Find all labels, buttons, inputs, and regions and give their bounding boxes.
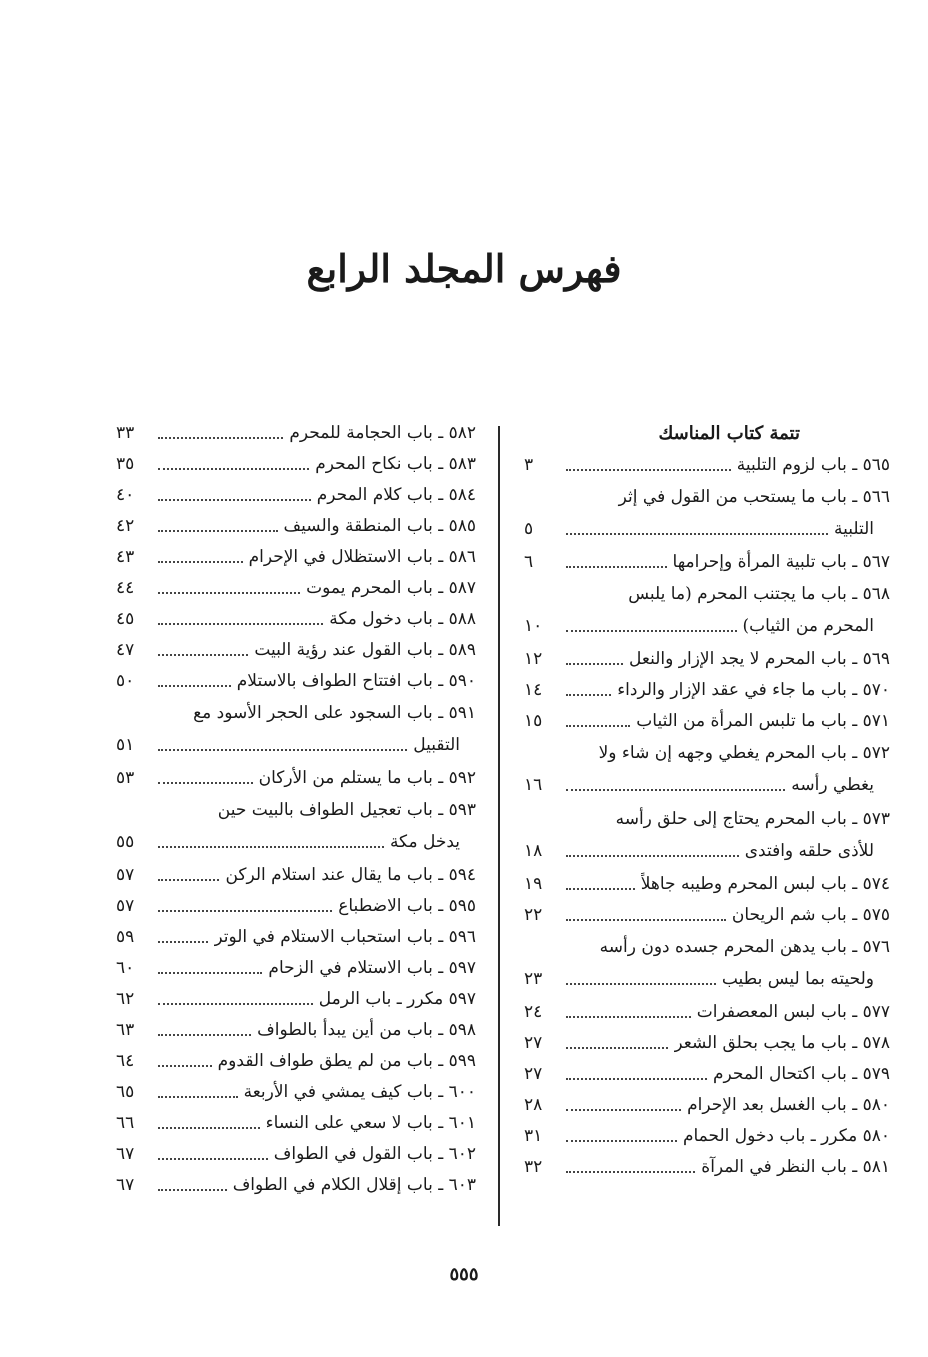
toc-entry (116, 891, 476, 922)
dot-leader (158, 1095, 238, 1098)
dot-leader (158, 498, 311, 501)
toc-entry-title: ٥٨٣ ـ باب نكاح المحرم (315, 454, 476, 474)
toc-entry-title: ٦٠٣ ـ باب إقلال الكلام في الطواف (232, 1175, 476, 1195)
toc-entry-title-continued: يدخل مكة (389, 832, 460, 852)
toc-entry-page: ٣٣ (116, 423, 135, 443)
toc-entry (116, 635, 476, 666)
dot-leader (566, 629, 737, 632)
toc-entry-title: ٥٧٧ ـ باب لبس المعصفرات (696, 1002, 890, 1022)
toc-entry-title: ٥٧٦ ـ باب يدهن المحرم جسده دون رأسه (599, 937, 890, 957)
toc-entry-page: ٤٥ (116, 609, 135, 629)
toc-entry-page: ٢٤ (524, 1002, 543, 1022)
toc-entry-page: ٢٨ (524, 1095, 543, 1115)
page-number: ٥٥٥ (449, 1264, 479, 1285)
dot-leader (158, 971, 262, 974)
toc-entry-page: ٦٠ (116, 958, 135, 978)
toc-entry-title: ٦٠٠ ـ باب كيف يمشي في الأربعة (243, 1082, 476, 1102)
toc-entry-page: ٤٣ (116, 547, 135, 567)
dot-leader (158, 529, 278, 532)
dot-leader (158, 684, 231, 687)
toc-entry-title: ٥٧١ ـ باب ما تلبس المرأة من الثياب (636, 711, 890, 731)
toc-entry (116, 1108, 476, 1139)
toc-column-left (116, 418, 476, 1201)
toc-entry (116, 794, 476, 860)
toc-entry-title: ٥٦٩ ـ باب المحرم لا يجد الإزار والنعل (629, 649, 890, 669)
dot-leader (158, 940, 208, 943)
toc-entry-page: ٣٥ (116, 454, 135, 474)
toc-entry-title: ٥٧٠ ـ باب ما جاء في عقد الإزار والرداء (617, 680, 890, 700)
toc-entry (116, 860, 476, 891)
dot-leader (566, 532, 828, 535)
toc-entry (524, 1028, 890, 1059)
toc-entry-page: ١٨ (524, 841, 543, 861)
toc-entry-page: ٥٧ (116, 865, 135, 885)
dot-leader (158, 560, 243, 563)
toc-entry-title: ٥٨٠ ـ باب الغسل بعد الإحرام (687, 1095, 890, 1115)
dot-leader (158, 467, 309, 470)
toc-entry-title: ٥٩٧ ـ باب الاستلام في الزحام (268, 958, 476, 978)
dot-leader (566, 662, 623, 665)
toc-entry-title: ٥٨٩ ـ باب القول عند رؤية البيت (254, 640, 476, 660)
toc-column-right (524, 418, 890, 1183)
toc-entry-title: ٥٩٤ ـ باب ما يقال عند استلام الركن (225, 865, 476, 885)
toc-entry (524, 869, 890, 900)
dot-leader (158, 653, 248, 656)
toc-entry-page: ١٠ (524, 616, 543, 636)
toc-entry-title: ٥٧٥ ـ باب شم الريحان (731, 905, 890, 925)
toc-entry (524, 1152, 890, 1183)
dot-leader (158, 1002, 313, 1005)
section-heading: تتمة كتاب المناسك (658, 423, 800, 444)
toc-entry-title: ٥٨٨ ـ باب دخول مكة (329, 609, 476, 629)
page-title: فهرس المجلد الرابع (306, 246, 622, 291)
toc-entry (524, 900, 890, 931)
toc-entry (524, 737, 890, 803)
dot-leader (566, 982, 716, 985)
toc-entry-page: ٦٦ (116, 1113, 135, 1133)
toc-entry (524, 481, 890, 547)
dot-leader (158, 781, 253, 784)
toc-entry-title: ٥٦٦ ـ باب ما يستحب من القول في إثر (618, 487, 890, 507)
toc-entry-title: ٥٩٧ مكرر ـ باب الرمل (318, 989, 476, 1009)
dot-leader (566, 1015, 691, 1018)
toc-entry-page: ٦٥ (116, 1082, 135, 1102)
toc-entry-page: ١٦ (524, 775, 543, 795)
toc-entry-title: ٥٧٨ ـ باب ما يجب بحلق الشعر (674, 1033, 890, 1053)
toc-entry-page: ٥٣ (116, 768, 135, 788)
toc-entry-title: ٥٦٧ ـ باب تلبية المرأة وإحرامها (672, 552, 890, 572)
toc-entry-page: ٥٠ (116, 671, 135, 691)
dot-leader (158, 1157, 268, 1160)
dot-leader (566, 918, 726, 921)
toc-entry-page: ٣ (524, 455, 534, 475)
toc-entry-title-continued: للأذى حلقه وافتدى (744, 841, 874, 861)
dot-leader (566, 724, 630, 727)
toc-entry-page: ١٥ (524, 711, 543, 731)
toc-entry (524, 997, 890, 1028)
dot-leader (566, 1108, 681, 1111)
toc-entry-page: ٤٤ (116, 578, 135, 598)
dot-leader (158, 1126, 260, 1129)
toc-entry-title: ٥٨٥ ـ باب المنطقة والسيف (283, 516, 476, 536)
toc-entry-title-continued: التقبيل (413, 735, 460, 755)
toc-entry (524, 1090, 890, 1121)
toc-entry-title: ٥٩١ ـ باب السجود على الحجر الأسود مع (193, 703, 476, 723)
toc-entry-page: ٤٢ (116, 516, 135, 536)
toc-entry (524, 1121, 890, 1152)
dot-leader (566, 854, 739, 857)
toc-entry (116, 573, 476, 604)
toc-entry-title: ٥٩٠ ـ باب افتتاح الطواف بالاستلام (236, 671, 476, 691)
dot-leader (158, 1033, 251, 1036)
toc-entry (524, 547, 890, 578)
toc-entry (524, 1059, 890, 1090)
toc-entry (116, 1170, 476, 1201)
toc-entry-page: ٤٧ (116, 640, 135, 660)
toc-entry-page: ٦٢ (116, 989, 135, 1009)
toc-entry (116, 1077, 476, 1108)
toc-entry-title: ٥٨١ ـ باب النظر في المرآة (701, 1157, 890, 1177)
toc-entry-title: ٥٦٥ ـ باب لزوم التلبية (736, 455, 890, 475)
dot-leader (158, 591, 300, 594)
toc-entry-page: ٢٧ (524, 1064, 543, 1084)
toc-entry-title: ٥٨٠ مكرر ـ باب دخول الحمام (682, 1126, 890, 1146)
toc-entry-title: ٥٩٥ ـ باب الاضطباع (338, 896, 476, 916)
toc-entry (116, 666, 476, 697)
dot-leader (566, 565, 667, 568)
toc-entry (116, 984, 476, 1015)
toc-entry (116, 542, 476, 573)
toc-entry-title: ٥٨٧ ـ باب المحرم يموت (306, 578, 476, 598)
toc-entry-title-continued: يغطي رأسه (791, 775, 874, 795)
toc-entry-title: ٥٦٨ ـ باب ما يجتنب المحرم (ما يلبس (628, 584, 890, 604)
dot-leader (158, 1064, 212, 1067)
toc-entry-page: ٢٧ (524, 1033, 543, 1053)
toc-entry (116, 922, 476, 953)
toc-entry-page: ١٩ (524, 874, 543, 894)
toc-entry (524, 675, 890, 706)
toc-entry (116, 1015, 476, 1046)
dot-leader (566, 1139, 677, 1142)
toc-entry (116, 604, 476, 635)
toc-entry-title: ٥٧٢ ـ باب المحرم يغطي وجهه إن شاء ولا (598, 743, 890, 763)
dot-leader (566, 1046, 668, 1049)
toc-entry-title: ٥٩٦ ـ باب استحباب الاستلام في الوتر (214, 927, 476, 947)
column-divider (498, 426, 500, 1226)
dot-leader (566, 887, 635, 890)
toc-entry (116, 1139, 476, 1170)
dot-leader (158, 622, 323, 625)
toc-entry (524, 706, 890, 737)
toc-entry (116, 511, 476, 542)
toc-entry-page: ٣٢ (524, 1157, 543, 1177)
toc-entry-page: ٥٧ (116, 896, 135, 916)
toc-entry-title: ٥٧٣ ـ باب المحرم يحتاج إلى حلق رأسه (615, 809, 890, 829)
toc-entry-page: ٦٧ (116, 1175, 135, 1195)
toc-entry-page: ٣١ (524, 1126, 543, 1146)
toc-entry-title: ٥٨٢ ـ باب الحجامة للمحرم (289, 423, 476, 443)
dot-leader (158, 878, 219, 881)
toc-entry (524, 578, 890, 644)
dot-leader (158, 1188, 227, 1191)
toc-entry-page: ٦ (524, 552, 534, 572)
toc-entry-title: ٥٨٦ ـ باب الاستظلال في الإحرام (248, 547, 476, 567)
toc-entry-title-continued: المحرم من الثياب) (742, 616, 874, 636)
toc-entry-page: ٥٥ (116, 832, 135, 852)
toc-entry (524, 931, 890, 997)
toc-entry-page: ٥١ (116, 735, 135, 755)
dot-leader (158, 845, 384, 848)
toc-entry-title-continued: التلبية (833, 519, 874, 539)
toc-list (524, 450, 890, 1183)
toc-entry-page: ١٢ (524, 649, 543, 669)
toc-entry-page: ٦٣ (116, 1020, 135, 1040)
toc-entry-title: ٥٩٣ ـ باب تعجيل الطواف بالبيت حين (217, 800, 476, 820)
dot-leader (566, 693, 611, 696)
toc-entry-page: ٦٧ (116, 1144, 135, 1164)
toc-entry-page: ١٤ (524, 680, 543, 700)
dot-leader (158, 748, 407, 751)
toc-entry (524, 644, 890, 675)
toc-entry (116, 449, 476, 480)
toc-entry-page: ٥ (524, 519, 534, 539)
toc-entry-page: ٤٠ (116, 485, 135, 505)
toc-entry-title: ٥٩٩ ـ باب من لم يطق طواف القدوم (217, 1051, 476, 1071)
toc-list (116, 418, 476, 1201)
toc-entry (116, 480, 476, 511)
toc-entry-title: ٥٧٤ ـ باب لبس المحرم وطيبه جاهلاً (640, 874, 890, 894)
dot-leader (566, 1077, 707, 1080)
toc-entry-title: ٥٨٤ ـ باب كلام المحرم (316, 485, 476, 505)
dot-leader (566, 788, 785, 791)
toc-entry-title: ٥٩٨ ـ باب من أين يبدأ بالطواف (257, 1020, 476, 1040)
toc-entry (524, 803, 890, 869)
dot-leader (158, 436, 283, 439)
toc-entry-title: ٥٧٩ ـ باب اكتحال المحرم (713, 1064, 890, 1084)
toc-entry (116, 953, 476, 984)
toc-entry (116, 418, 476, 449)
toc-entry-page: ٥٩ (116, 927, 135, 947)
toc-entry (116, 697, 476, 763)
dot-leader (566, 468, 731, 471)
dot-leader (566, 1170, 695, 1173)
toc-entry-title: ٦٠١ ـ باب لا سعي على النساء (265, 1113, 476, 1133)
toc-entry (524, 450, 890, 481)
toc-entry-title: ٦٠٢ ـ باب القول في الطواف (273, 1144, 476, 1164)
toc-entry (116, 1046, 476, 1077)
toc-entry-title: ٥٩٢ ـ باب ما يستلم من الأركان (258, 768, 476, 788)
dot-leader (158, 909, 332, 912)
toc-entry-page: ٦٤ (116, 1051, 135, 1071)
toc-entry (116, 763, 476, 794)
toc-entry-title-continued: ولحيته بما ليس بطيب (721, 969, 874, 989)
toc-entry-page: ٢٣ (524, 969, 543, 989)
toc-entry-page: ٢٢ (524, 905, 543, 925)
